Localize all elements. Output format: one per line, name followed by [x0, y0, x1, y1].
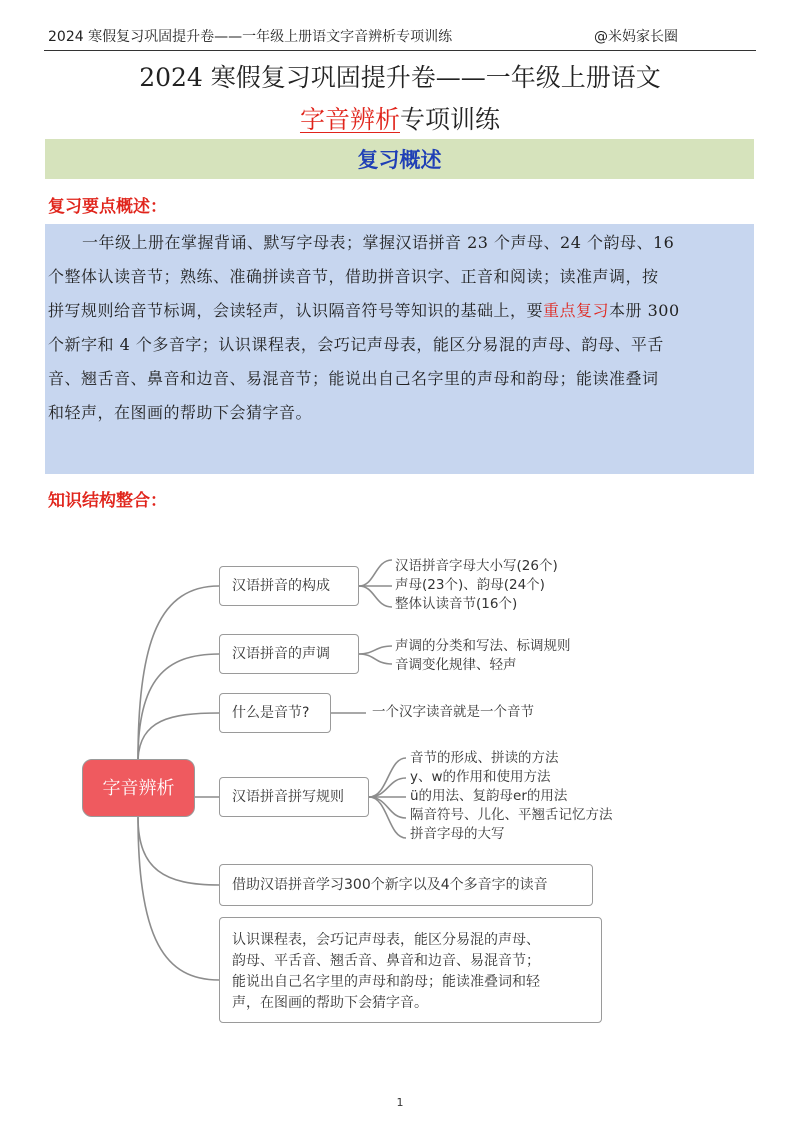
leaf-item: 音节的形成、拼读的方法 — [410, 750, 559, 766]
page-title-line1: 2024 寒假复习巩固提升卷——一年级上册语文 — [139, 63, 661, 92]
summary-line: 音、翘舌音、鼻音和边音、易混音节；能说出自己名字里的声母和韵母；能读准叠词 — [48, 369, 659, 388]
mindmap-node: 借助汉语拼音学习300个新字以及4个多音字的读音 — [219, 864, 593, 906]
mindmap-leaves-syllable — [372, 703, 534, 722]
leaf-item: 整体认读音节(16个) — [395, 596, 518, 612]
summary-line-tail: 本册 300 — [609, 301, 680, 320]
summary-line — [48, 294, 754, 328]
mindmap-leaves-rules — [410, 749, 613, 844]
mindmap-leaves-tones — [395, 637, 571, 675]
section-heading-structure: 知识结构整合： — [48, 491, 167, 511]
mindmap-node: 什么是音节? — [219, 693, 331, 733]
mindmap-root: 字音辨析 — [82, 759, 195, 817]
mindmap-node-line: 能说出自己名字里的声母和韵母；能读准叠词和轻 — [232, 974, 540, 990]
summary-paragraph — [48, 226, 754, 430]
leaf-item: 声母(23个)、韵母(24个) — [395, 577, 545, 593]
mindmap-leaves-composition — [395, 557, 558, 614]
header-divider — [44, 50, 756, 51]
mindmap-node-line: 认识课程表，会巧记声母表，能区分易混的声母、 — [232, 932, 540, 948]
leaf-item: 隔音符号、儿化、平翘舌记忆方法 — [410, 807, 613, 823]
mindmap-node: 汉语拼音拼写规则 — [219, 777, 369, 817]
review-bar-heading: 复习概述 — [357, 148, 442, 172]
summary-line: 和轻声，在图画的帮助下会猜字音。 — [48, 403, 313, 422]
leaf-item: 音调变化规律、轻声 — [395, 657, 517, 673]
leaf-item: ü的用法、复韵母er的用法 — [410, 788, 568, 804]
running-header-title: 2024 寒假复习巩固提升卷——一年级上册语文字音辨析专项训练 — [48, 29, 453, 45]
running-header-author: @米妈家长圈 — [594, 29, 678, 45]
summary-line-part: 拼写规则给音节标调，会读轻声，认识隔音符号等知识的基础上，要 — [48, 301, 544, 320]
summary-line: 个新字和 4 个多音字；认识课程表，会巧记声母表，能区分易混的声母、韵母、平舌 — [48, 335, 664, 354]
leaf-item: y、w的作用和使用方法 — [410, 769, 551, 785]
mindmap-node-line: 声，在图画的帮助下会猜字音。 — [232, 995, 428, 1011]
leaf-item: 汉语拼音字母大小写(26个) — [395, 558, 558, 574]
mindmap-node: 汉语拼音的声调 — [219, 634, 359, 674]
mindmap-node-goals — [219, 917, 602, 1023]
summary-line: 个整体认读音节；熟练、准确拼读音节，借助拼音识字、正音和阅读；读准声调，按 — [48, 267, 659, 286]
mindmap-node-line: 韵母、平舌音、翘舌音、鼻音和边音、易混音节； — [232, 953, 540, 969]
title-rest: 专项训练 — [400, 105, 501, 134]
summary-line: 一年级上册在掌握背诵、默写字母表；掌握汉语拼音 23 个声母、24 个韵母、16 — [82, 233, 675, 252]
page-number: 1 — [396, 1096, 404, 1109]
title-accent: 字音辨析 — [299, 105, 400, 134]
leaf-item: 声调的分类和写法、标调规则 — [395, 638, 571, 654]
page-title-line2 — [0, 100, 800, 136]
mindmap-node: 汉语拼音的构成 — [219, 566, 359, 606]
leaf-item: 拼音字母的大写 — [410, 826, 505, 842]
leaf-item: 一个汉字读音就是一个音节 — [372, 704, 534, 720]
section-heading-points: 复习要点概述： — [48, 197, 167, 217]
summary-highlight: 重点复习 — [543, 301, 610, 320]
